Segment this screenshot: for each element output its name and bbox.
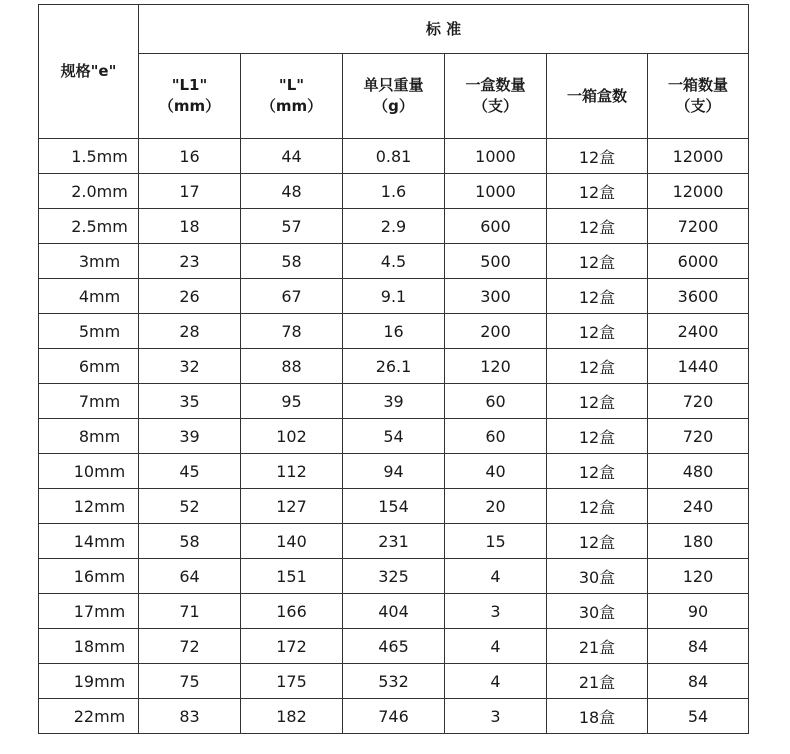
table-cell: 240 [648,489,749,524]
table-cell: 2.9 [343,209,445,244]
table-row [39,524,749,559]
table-cell: 154 [343,489,445,524]
table-cell: 200 [445,314,547,349]
table-row [39,559,749,594]
table-cell: 7200 [648,209,749,244]
table-cell: 1.6 [343,174,445,209]
spec-cell: 17mm [39,594,139,629]
table-cell: 720 [648,384,749,419]
table-cell: 48 [241,174,343,209]
table-cell: 12000 [648,139,749,174]
table-cell: 45 [139,454,241,489]
spec-cell: 10mm [39,454,139,489]
table-cell: 480 [648,454,749,489]
table-row [39,314,749,349]
standard-header: 标 准 [139,5,749,54]
table-row [39,349,749,384]
column-header-title: "L1" [171,76,208,94]
table-cell: 95 [241,384,343,419]
table-cell: 600 [445,209,547,244]
spec-cell: 19mm [39,664,139,699]
spec-cell: 14mm [39,524,139,559]
table-cell: 75 [139,664,241,699]
column-header-title: 一箱数量 [668,76,729,94]
table-cell: 32 [139,349,241,384]
table-cell: 23 [139,244,241,279]
table-cell: 84 [648,664,749,699]
table-row [39,699,749,734]
table-cell: 465 [343,629,445,664]
table-cell: 120 [648,559,749,594]
spec-cell: 5mm [39,314,139,349]
table-cell: 12盒 [547,454,648,489]
spec-cell: 6mm [39,349,139,384]
table-cell: 6000 [648,244,749,279]
table-cell: 54 [343,419,445,454]
table-cell: 52 [139,489,241,524]
column-header [139,54,241,139]
table-cell: 12盒 [547,174,648,209]
spec-table [38,4,749,734]
table-row [39,384,749,419]
table-cell: 44 [241,139,343,174]
sub-header-row [39,54,749,139]
table-cell: 172 [241,629,343,664]
column-header [241,54,343,139]
table-cell: 180 [648,524,749,559]
table-cell: 2400 [648,314,749,349]
spec-cell: 18mm [39,629,139,664]
table-row [39,209,749,244]
table-cell: 64 [139,559,241,594]
table-cell: 12盒 [547,244,648,279]
column-header-title: "L" [278,76,305,94]
table-cell: 84 [648,629,749,664]
table-cell: 12盒 [547,314,648,349]
table-cell: 58 [139,524,241,559]
table-cell: 4 [445,559,547,594]
table-cell: 182 [241,699,343,734]
table-cell: 12000 [648,174,749,209]
table-row [39,664,749,699]
table-cell: 4.5 [343,244,445,279]
column-header-title: 一盒数量 [465,76,526,94]
table-cell: 102 [241,419,343,454]
table-cell: 4 [445,629,547,664]
spec-cell: 8mm [39,419,139,454]
spec-cell: 12mm [39,489,139,524]
table-cell: 12盒 [547,489,648,524]
table-cell: 20 [445,489,547,524]
table-cell: 3600 [648,279,749,314]
table-cell: 9.1 [343,279,445,314]
column-header [547,54,648,139]
table-cell: 26.1 [343,349,445,384]
table-cell: 325 [343,559,445,594]
table-cell: 60 [445,419,547,454]
table-cell: 12盒 [547,524,648,559]
table-cell: 54 [648,699,749,734]
table-cell: 83 [139,699,241,734]
table-cell: 746 [343,699,445,734]
table-cell: 39 [139,419,241,454]
table-row [39,279,749,314]
table-cell: 17 [139,174,241,209]
table-cell: 140 [241,524,343,559]
table-cell: 60 [445,384,547,419]
column-header-title: 单只重量 [363,76,424,94]
table-cell: 151 [241,559,343,594]
table-cell: 58 [241,244,343,279]
table-cell: 0.81 [343,139,445,174]
table-cell: 12盒 [547,209,648,244]
table-cell: 532 [343,664,445,699]
table-cell: 78 [241,314,343,349]
table-cell: 127 [241,489,343,524]
table-body [39,139,749,734]
column-header-unit: （支） [472,97,518,115]
table-cell: 90 [648,594,749,629]
column-header-unit: （g） [373,97,414,115]
table-cell: 12盒 [547,419,648,454]
table-cell: 30盒 [547,559,648,594]
column-header-unit: （mm） [158,97,221,115]
table-cell: 166 [241,594,343,629]
table-cell: 175 [241,664,343,699]
table-cell: 28 [139,314,241,349]
table-cell: 4 [445,664,547,699]
table-cell: 12盒 [547,139,648,174]
column-header [343,54,445,139]
column-header-unit: （mm） [260,97,323,115]
table-cell: 120 [445,349,547,384]
column-header-unit: （支） [675,97,721,115]
table-cell: 16 [139,139,241,174]
table-cell: 12盒 [547,384,648,419]
table-cell: 720 [648,419,749,454]
table-cell: 26 [139,279,241,314]
column-header-title: 一箱盒数 [566,86,627,105]
spec-column-header: 规格"e" [39,5,139,139]
table-cell: 21盒 [547,629,648,664]
table-cell: 112 [241,454,343,489]
table-cell: 35 [139,384,241,419]
spec-cell: 4mm [39,279,139,314]
table-cell: 67 [241,279,343,314]
table-row [39,489,749,524]
table-row [39,629,749,664]
table-cell: 18 [139,209,241,244]
table-row [39,244,749,279]
table-row [39,594,749,629]
table-cell: 231 [343,524,445,559]
spec-cell: 7mm [39,384,139,419]
table-row [39,139,749,174]
table-cell: 1000 [445,174,547,209]
column-header [648,54,749,139]
table-cell: 500 [445,244,547,279]
table-row [39,419,749,454]
table-cell: 16 [343,314,445,349]
table-row [39,454,749,489]
table-cell: 71 [139,594,241,629]
table-cell: 21盒 [547,664,648,699]
table-cell: 18盒 [547,699,648,734]
table-cell: 88 [241,349,343,384]
column-header [445,54,547,139]
table-cell: 12盒 [547,349,648,384]
table-cell: 15 [445,524,547,559]
table-cell: 30盒 [547,594,648,629]
spec-cell: 22mm [39,699,139,734]
spec-cell: 2.0mm [39,174,139,209]
table-cell: 1000 [445,139,547,174]
table-cell: 1440 [648,349,749,384]
table-cell: 300 [445,279,547,314]
table-cell: 3 [445,594,547,629]
table-cell: 94 [343,454,445,489]
table-cell: 40 [445,454,547,489]
spec-cell: 1.5mm [39,139,139,174]
spec-cell: 3mm [39,244,139,279]
table-cell: 57 [241,209,343,244]
spec-cell: 16mm [39,559,139,594]
spec-cell: 2.5mm [39,209,139,244]
table-cell: 12盒 [547,279,648,314]
table-cell: 3 [445,699,547,734]
table-cell: 39 [343,384,445,419]
table-header [39,5,749,139]
table-row [39,174,749,209]
table-cell: 404 [343,594,445,629]
table-cell: 72 [139,629,241,664]
